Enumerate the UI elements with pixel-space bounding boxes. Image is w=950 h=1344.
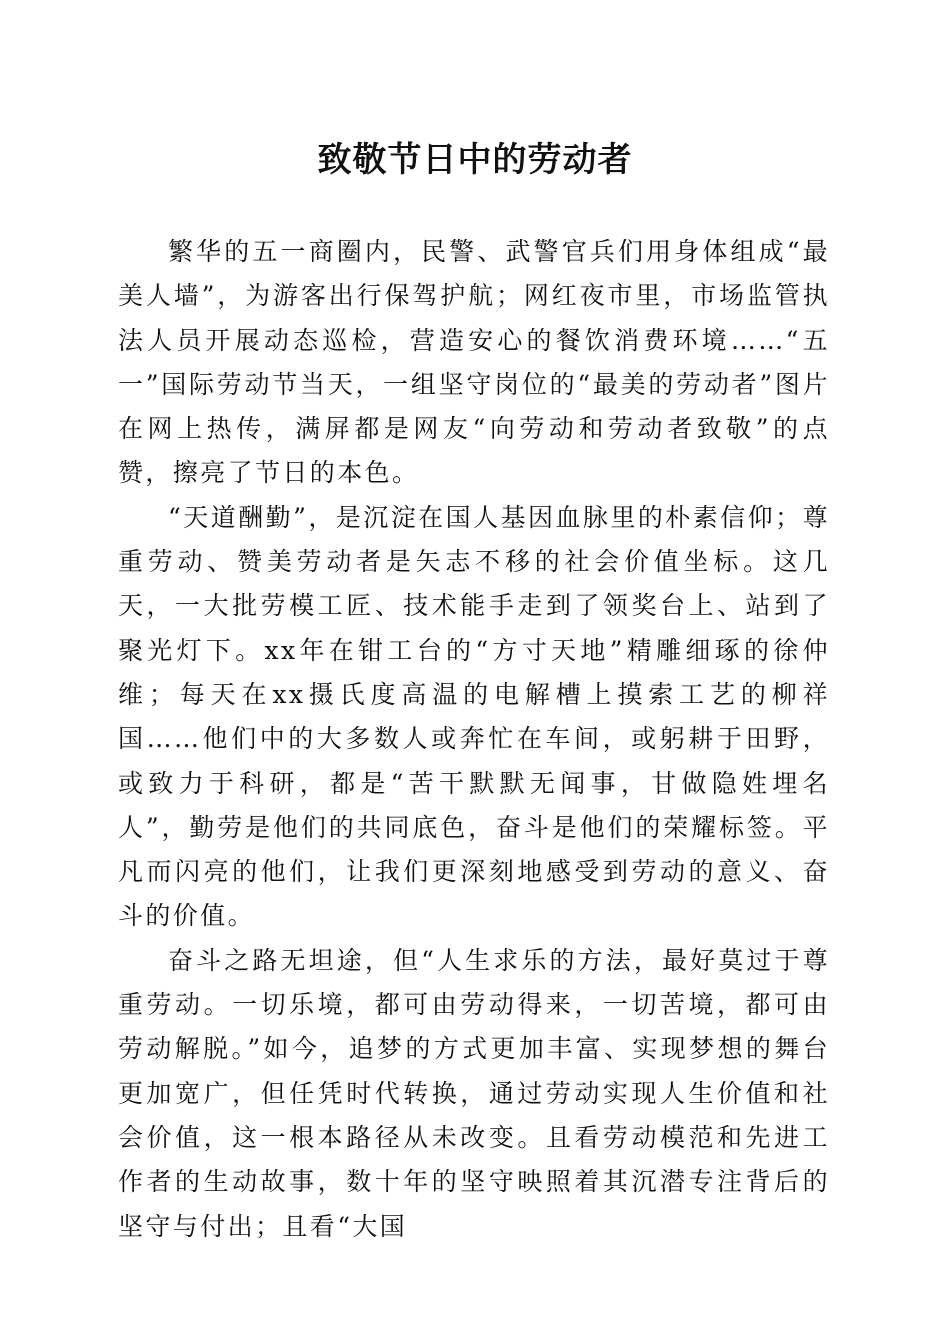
document-title: 致敬节日中的劳动者 bbox=[317, 140, 633, 180]
document-body bbox=[118, 230, 830, 1249]
paragraph-1: 繁华的五一商圈内，民警、武警官兵们用身体组成“最美人墙”，为游客出行保驾护航；网红夜市里，市场监管执法人员开展动态巡检，营造安心的餐饮消费环境……“五一”国际劳动节当天，一组坚守岗位的“最美的劳动者”图片在网上热传，满屏都是网友“向劳动和劳动者致敬”的点赞，擦亮了节日的本色。 bbox=[118, 237, 830, 488]
paragraph-3: 奋斗之路无坦途，但“人生求乐的方法，最好莫过于尊重劳动。一切乐境，都可由劳动得来，一切苦境，都可由劳动解脱。”如今，追梦的方式更加丰富、实现梦想的舞台更加宽广，但任凭时代转换，通过劳动实现人生价值和社会价值，这一根本路径从未改变。且看劳动模范和先进工作者的生动故事，数十年的坚守映照着其沉潜专注背后的坚守与付出；且看“大国 bbox=[118, 945, 830, 1241]
paragraph-2: “天道酬勤”，是沉淀在国人基因血脉里的朴素信仰；尊重劳动、赞美劳动者是矢志不移的社会价值坐标。这几天，一大批劳模工匠、技术能手走到了领奖台上、站到了聚光灯下。xx年在钳工台的“方寸天地”精雕细琢的徐仲维；每天在xx摄氏度高温的电解槽上摸索工艺的柳祥国……他们中的大多数人或奔忙在车间，或躬耕于田野，或致力于科研，都是“苦干默默无闻事，甘做隐姓埋名人”，勤劳是他们的共同底色，奋斗是他们的荣耀标签。平凡而闪亮的他们，让我们更深刻地感受到劳动的意义、奋斗的价值。 bbox=[118, 502, 830, 931]
